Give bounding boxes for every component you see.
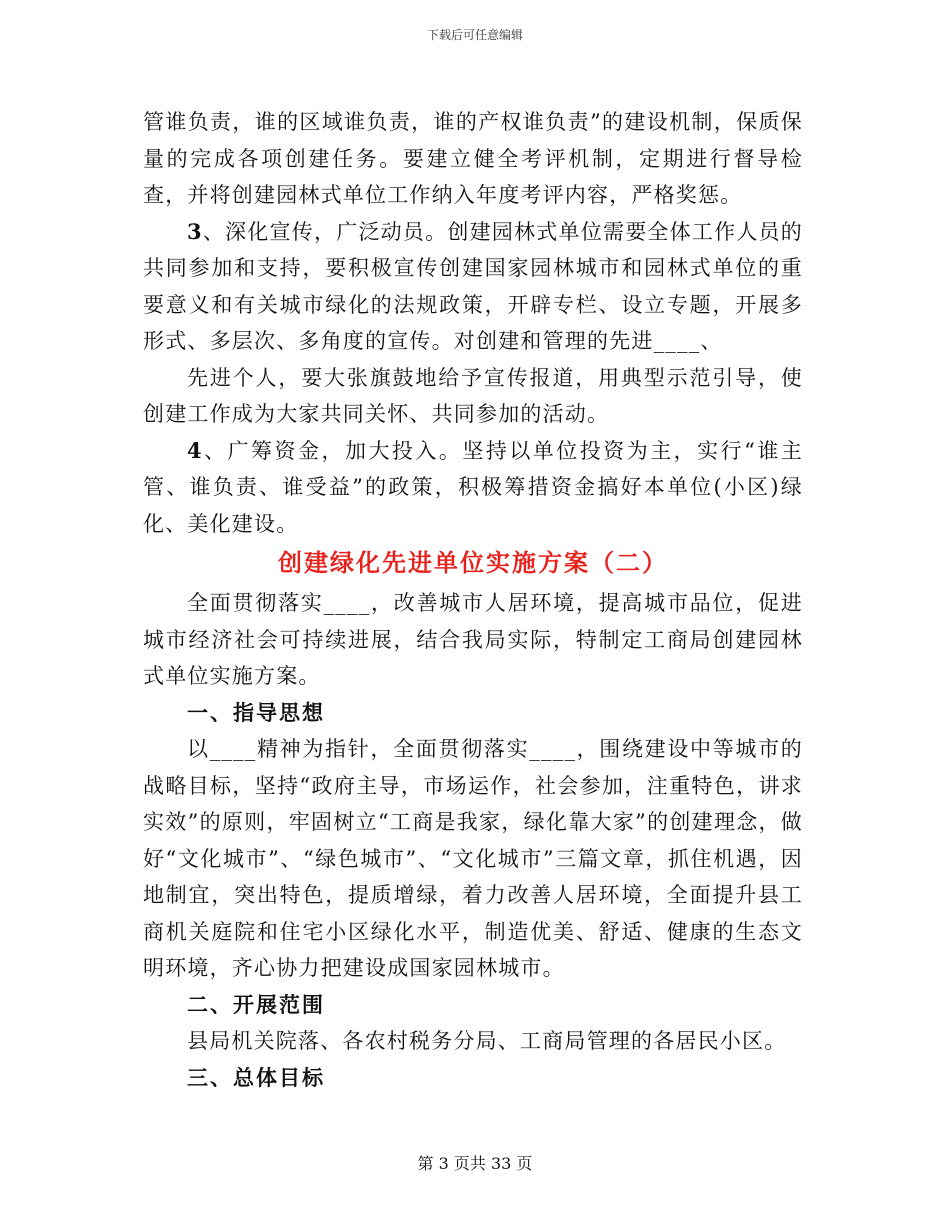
- paragraph-text: 、广筹资金，加大投入。坚持以单位投资为主，实行“谁主管、谁负责、谁受益”的政策，积极筹措资金搞好本单位(小区)绿化、美化建设。: [143, 438, 803, 536]
- paragraph-guiding-ideology: 以____精神为指针，全面贯彻落实____，围绕建设中等城市的战略目标，坚持“政府主导，市场运作，社会参加，注重特色，讲求实效”的原则，牢固树立“工商是我家，绿化靠大家”的创建理念，做好“文化城市”、“绿色城市”、“文化城市”三篇文章，抓住机遇，因地制宜，突出特色，提质增绿，着力改善人居环境，全面提升县工商机关庭院和住宅小区绿化水平，制造优美、舒适、健康的生态文明环境，齐心协力把建设成国家园林城市。: [143, 737, 803, 980]
- item-number: 3: [187, 218, 203, 244]
- paragraph-scope: 县局机关院落、各农村税务分局、工商局管理的各居民小区。: [187, 1029, 787, 1053]
- paragraph-intro: 全面贯彻落实____，改善城市人居环境，提高城市品位，促进城市经济社会可持续进展，结合我局实际，特制定工商局创建园林式单位实施方案。: [143, 591, 803, 688]
- item-number: 4: [187, 437, 203, 463]
- page-footer: 第 3 页共 33 页: [417, 1154, 533, 1173]
- paragraph-advanced-individuals: 先进个人，要大张旗鼓地给予宣传报道，用典型示范引导，使创建工作成为大家共同关怀、共同参加的活动。: [143, 365, 803, 426]
- page-header: 下载后可任意编辑: [426, 28, 523, 42]
- paragraph-item-3: [143, 214, 803, 360]
- heading-guiding-ideology: 一、指导思想: [187, 699, 325, 725]
- paragraph-text: 、深化宣传，广泛动员。创建园林式单位需要全体工作人员的共同参加和支持，要积极宣传创建国家园林城市和园林式单位的重要意义和有关城市绿化的法规政策，开辟专栏、设立专题，开展多形式、多层次、多角度的宣传。对创建和管理的先进____、: [143, 219, 803, 353]
- paragraph-continuation: 管谁负责，谁的区域谁负责，谁的产权谁负责”的建设机制，保质保量的完成各项创建任务。要建立健全考评机制，定期进行督导检查，并将创建园林式单位工作纳入年度考评内容，严格奖惩。: [143, 110, 803, 207]
- heading-scope: 二、开展范围: [187, 991, 325, 1017]
- heading-overall-goal: 三、总体目标: [187, 1064, 325, 1090]
- section-title: 创建绿化先进单位实施方案（二）: [278, 548, 668, 577]
- document-body: [143, 104, 803, 1096]
- paragraph-item-4: [143, 433, 803, 543]
